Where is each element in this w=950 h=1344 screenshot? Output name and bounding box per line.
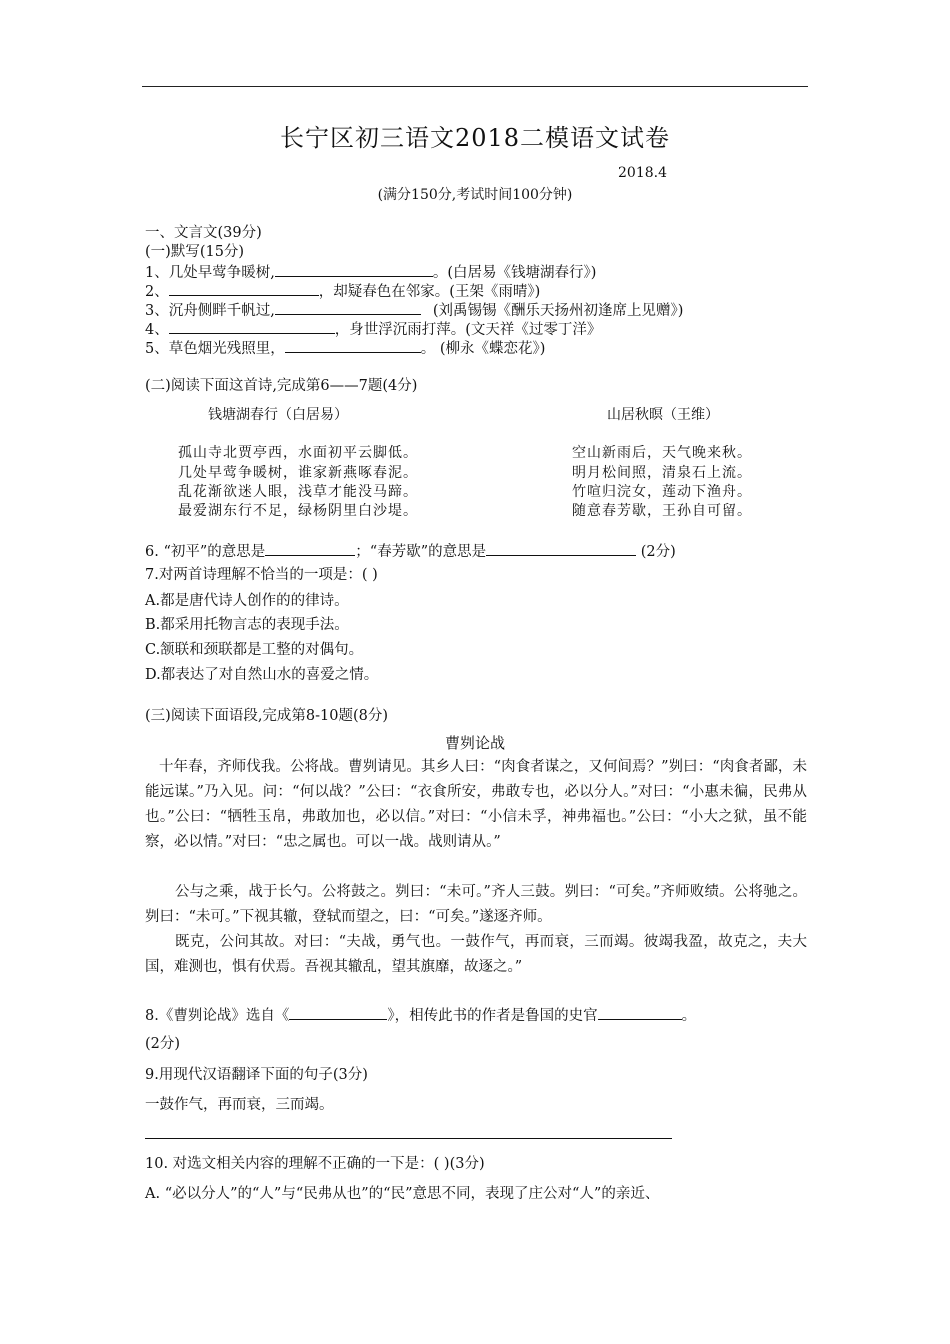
q7-option[interactable]: D.都表达了对自然山水的喜爱之情。 [145, 667, 379, 683]
section1-heading: 一、文言文(39分) [145, 225, 262, 241]
essay-paragraph: 公与之乘，战于长勺。公将鼓之。刿曰：“未可。”齐人三鼓。刿曰：“可矣。”齐师败绩。公将驰之。刿曰：“未可。”下视其辙，登轼而望之，曰：“可矣。”遂逐齐师。 [145, 884, 807, 925]
exam-date: 2018.4 [618, 165, 667, 181]
exam-title: 长宁区初三语文2018二模语文试卷 [279, 124, 671, 152]
question-4 [145, 319, 601, 339]
q6-score: (2分) [636, 544, 676, 560]
q10-option[interactable]: A. “必以分人”的“人”与“民弗从也”的“民”意思不同，表现了庄公对“人”的亲近、 [145, 1186, 660, 1202]
q8-score: (2分) [145, 1036, 181, 1052]
poem2-line: 明月松间照，清泉石上流。 [572, 465, 752, 481]
question-10: 10. 对选文相关内容的理解不正确的一下是：( )(3分) [145, 1156, 485, 1172]
q4-prompt: 4、 [145, 322, 169, 338]
poem1-line: 几处早莺争暖树，谁家新燕啄春泥。 [178, 465, 418, 481]
q8-answer-blank-2[interactable] [598, 1005, 682, 1020]
question-5 [145, 338, 545, 358]
poem1-line: 最爱湖东行不足，绿杨阴里白沙堤。 [178, 503, 418, 519]
q3-prompt: 3、沉舟侧畔千帆过, [145, 303, 275, 319]
q5-prompt: 5、草色烟光残照里， [145, 341, 285, 357]
q1-source: 。(白居易《钱塘湖春行》) [432, 265, 597, 281]
q4-source: ，身世浮沉雨打萍。(文天祥《过零丁洋》 [334, 322, 602, 338]
q7-option[interactable]: B.都采用托物言志的表现手法。 [145, 617, 349, 633]
q8-answer-blank-1[interactable] [289, 1005, 387, 1020]
q5-answer-blank[interactable] [285, 338, 421, 353]
q7-option[interactable]: A.都是唐代诗人创作的的律诗。 [145, 593, 349, 609]
part3-heading: (三)阅读下面语段,完成第8-10题(8分) [145, 708, 389, 724]
question-7: 7.对两首诗理解不恰当的一项是：( ) [145, 567, 378, 583]
q6-prompt-2: ；“春芳歇”的意思是 [355, 544, 487, 560]
question-9: 9.用现代汉语翻译下面的句子(3分) [145, 1067, 368, 1083]
poem1-title: 钱塘湖春行（白居易） [208, 407, 348, 423]
question-8 [145, 1005, 696, 1025]
q2-prompt: 2、 [145, 284, 169, 300]
exam-subtitle: (满分150分,考试时间100分钟) [377, 187, 573, 203]
poem2-line: 空山新雨后，天气晚来秋。 [572, 445, 752, 461]
header-rule [142, 86, 808, 87]
part1-heading: (一)默写(15分) [145, 244, 245, 260]
q3-source: (刘禹锡锡《酬乐天扬州初逢席上见赠》) [432, 303, 684, 319]
q2-answer-blank[interactable] [169, 281, 319, 296]
q1-prompt: 1、几处早莺争暖树, [145, 265, 275, 281]
part2-heading: (二)阅读下面这首诗,完成第6——7题(4分) [145, 378, 418, 394]
essay-paragraph: 十年春，齐师伐我。公将战。曹刿请见。其乡人曰：“肉食者谋之，又何间焉？”刿曰：“肉食者鄙，未能远谋。”乃入见。问：“何以战？”公曰：“衣食所安，弗敢专也，必以分人。”对曰：“小惠未徧，民弗从也。”公曰：“牺牲玉帛，弗敢加也，必以信。”对曰：“小信未孚，神弗福也。”公曰：“小大之狱，虽不能察，必以情。”对曰：“忠之属也。可以一战。战则请从。” [145, 759, 807, 850]
q6-answer-blank-2[interactable] [486, 541, 636, 556]
q4-answer-blank[interactable] [169, 319, 335, 334]
question-1 [145, 262, 596, 282]
essay-paragraph: 既克，公问其故。对曰：“夫战，勇气也。一鼓作气，再而衰，三而竭。彼竭我盈，故克之，夫大国，难测也，惧有伏焉。吾视其辙乱，望其旗靡，故逐之。” [145, 934, 807, 975]
q1-answer-blank[interactable] [275, 262, 433, 277]
q5-source: 。 (柳永《蝶恋花》) [420, 341, 546, 357]
q2-source: ，却疑春色在邻家。(王架《雨晴》) [318, 284, 541, 300]
q7-option[interactable]: C.颔联和颈联都是工整的对偶句。 [145, 642, 364, 658]
poem1-line: 乱花渐欲迷人眼，浅草才能没马蹄。 [178, 484, 418, 500]
question-3 [145, 300, 683, 320]
q9-sentence: 一鼓作气，再而衰，三而竭。 [145, 1097, 334, 1113]
q8-end: 。 [681, 1008, 697, 1024]
q3-answer-blank[interactable] [275, 300, 421, 315]
essay-title: 曹刿论战 [444, 734, 505, 752]
question-6 [145, 541, 676, 561]
poem2-line: 随意春芳歇，王孙自可留。 [572, 503, 752, 519]
q8-prompt-2: 》，相传此书的作者是鲁国的史官 [387, 1008, 598, 1024]
poem2-title: 山居秋暝（王维） [607, 407, 719, 423]
q6-prompt: 6. “初平”的意思是 [145, 544, 266, 560]
q8-prompt: 8.《曹刿论战》选自《 [145, 1008, 290, 1024]
poem1-line: 孤山寺北贾亭西，水面初平云脚低。 [178, 445, 418, 461]
q6-answer-blank-1[interactable] [265, 541, 355, 556]
q9-answer-line[interactable] [145, 1138, 672, 1139]
poem2-line: 竹喧归浣女，莲动下渔舟。 [572, 484, 752, 500]
question-2 [145, 281, 540, 301]
